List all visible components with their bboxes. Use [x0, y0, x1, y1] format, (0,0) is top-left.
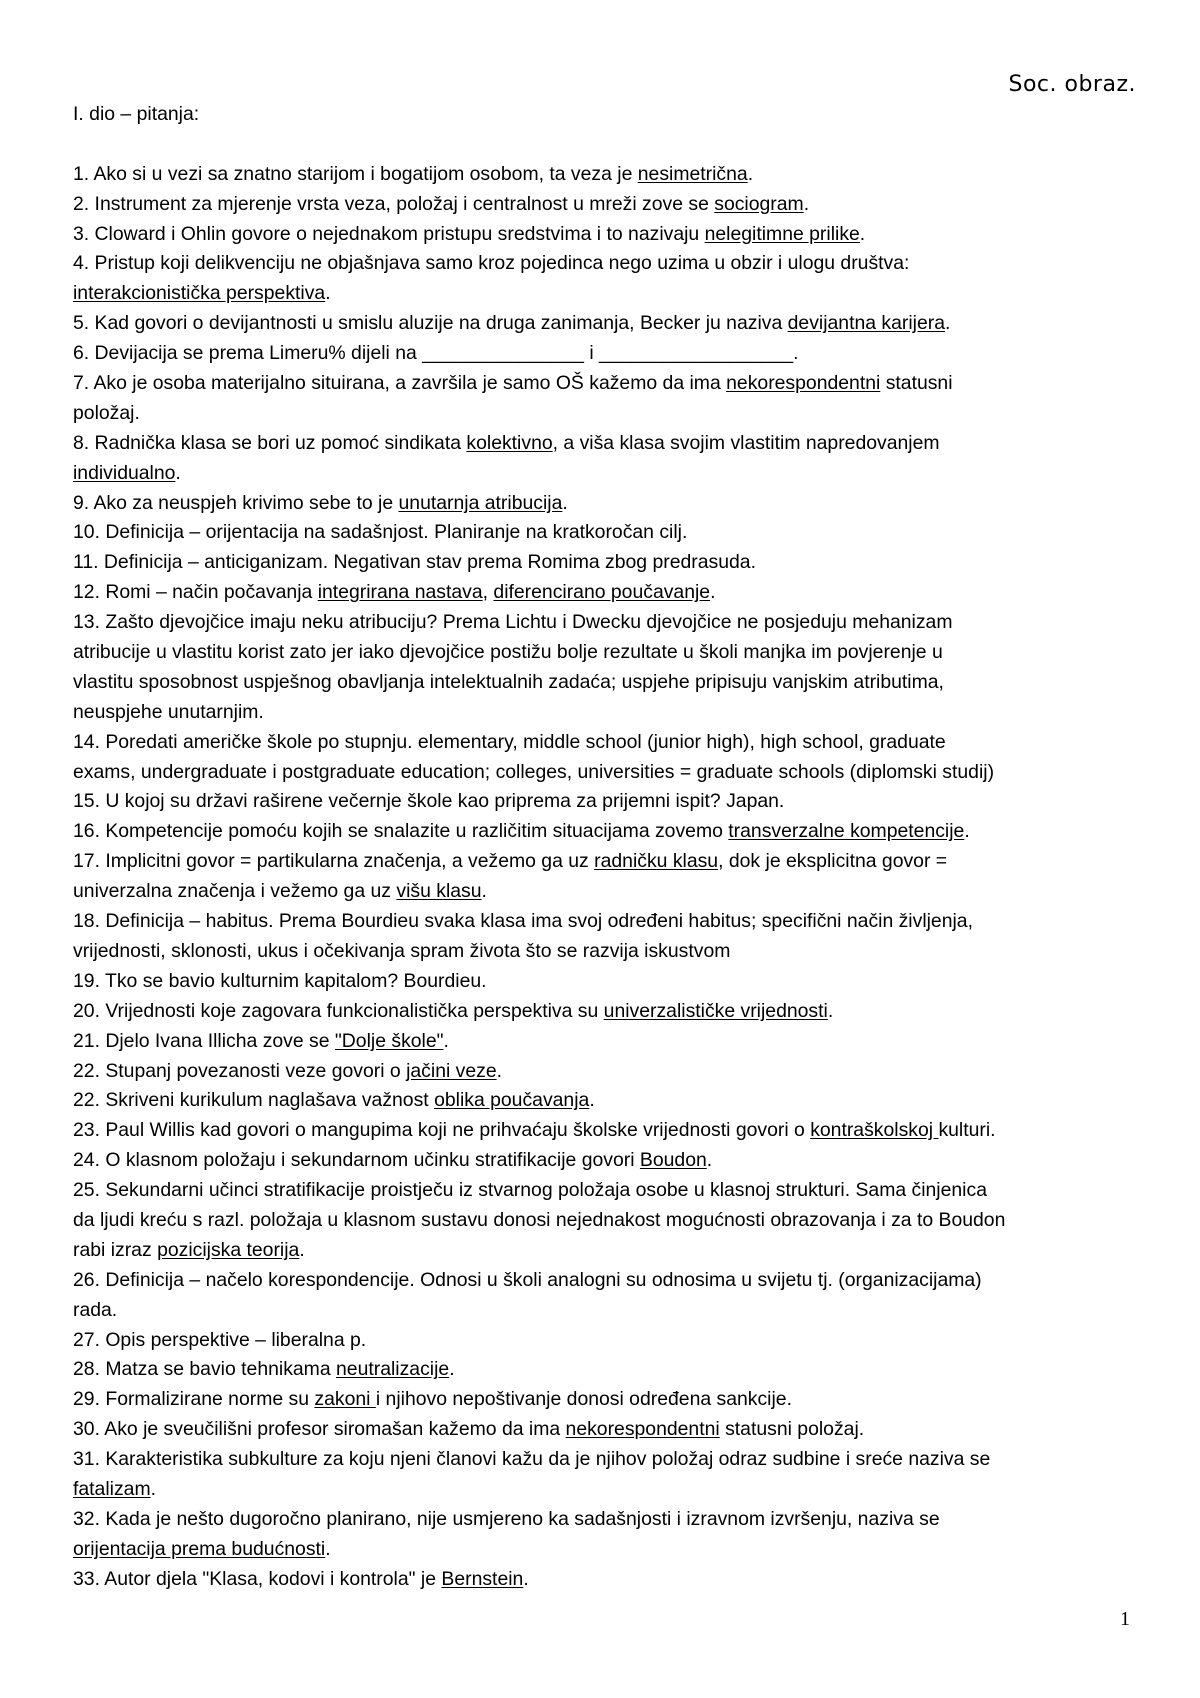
text-segment: .	[589, 1089, 595, 1112]
text-line	[73, 249, 1143, 279]
text-segment: .	[523, 1567, 529, 1590]
text-segment: 13. Zašto djevojčice imaju neku atribuciju? Prema Lichtu i Dwecku djevojčice ne posjeduju mehanizam	[73, 611, 953, 634]
text-segment: 20. Vrijednosti koje zagovara funkcionalistička perspektiva su	[73, 999, 604, 1022]
text-line	[73, 548, 1143, 578]
document-body	[73, 100, 1143, 1595]
text-segment: atribucije u vlastitu korist zato jer iako djevojčice postižu bolje rezultate u školi manjka im povjerenje u	[73, 641, 943, 664]
text-line	[73, 1057, 1143, 1087]
text-segment: 22. Skriveni kurikulum naglašava važnost	[73, 1089, 435, 1112]
text-line	[73, 1027, 1143, 1057]
text-line	[73, 967, 1143, 997]
text-line	[73, 399, 1143, 429]
text-line	[73, 758, 1143, 788]
text-line	[73, 220, 1143, 250]
text-line	[73, 429, 1143, 459]
text-segment: .	[443, 1029, 449, 1052]
text-line	[73, 160, 1143, 190]
underlined-answer: oblika poučavanja	[434, 1089, 590, 1112]
text-segment: 11. Definicija – anticiganizam. Negativan stav prema Romima zbog predrasuda.	[73, 551, 756, 574]
text-segment: 14. Poredati američke škole po stupnju. elementary, middle school (junior high), high school, graduate	[73, 730, 946, 753]
text-line	[73, 668, 1143, 698]
text-line	[73, 1505, 1143, 1535]
text-segment: 27. Opis perspektive – liberalna p.	[73, 1328, 367, 1351]
text-segment: .	[299, 1238, 305, 1261]
text-line	[73, 907, 1143, 937]
section-heading: I. dio – pitanja:	[73, 103, 200, 125]
text-segment: 3. Cloward i Ohlin govore o nejednakom pristupu sredstvima i to nazivaju	[73, 222, 705, 245]
text-segment: 8. Radnička klasa se bori uz pomoć sindikata	[73, 431, 467, 454]
underlined-answer: integrirana nastava	[317, 581, 483, 604]
underlined-answer: kontraškolskoj	[810, 1119, 939, 1142]
text-segment: .	[175, 461, 181, 484]
text-segment: .	[710, 581, 716, 604]
text-segment: 1. Ako si u vezi sa znatno starijom i bogatijom osobom, ta veza je	[73, 162, 638, 185]
text-line	[73, 459, 1143, 489]
underlined-answer: nelegitimne prilike	[704, 222, 860, 245]
text-segment: .	[945, 312, 951, 335]
text-line	[73, 698, 1143, 728]
text-segment: 18. Definicija – habitus. Prema Bourdieu svaka klasa ima svoj određeni habitus; specifični način življenja,	[73, 910, 973, 933]
underlined-answer: individualno	[73, 461, 176, 484]
text-segment: 16. Kompetencije pomoću kojih se snalazite u različitim situacijama zovemo	[73, 820, 729, 843]
text-line	[73, 489, 1143, 519]
text-line	[73, 1385, 1143, 1415]
text-segment: .	[964, 820, 970, 843]
underlined-answer: pozicijska teorija	[157, 1238, 300, 1261]
underlined-answer: zakoni	[314, 1388, 376, 1411]
text-segment: rada.	[73, 1298, 118, 1321]
text-segment: .	[803, 192, 810, 215]
underlined-answer: radničku klasu	[594, 850, 719, 873]
underlined-answer: nesimetrična	[637, 162, 748, 185]
text-segment: 21. Djelo Ivana Illicha zove se	[73, 1029, 335, 1052]
text-line	[73, 847, 1143, 877]
text-segment: , a viša klasa svojim vlastitim napredovanjem	[552, 431, 940, 454]
text-segment: .	[827, 999, 834, 1022]
text-segment: ,	[482, 581, 494, 604]
text-line	[73, 638, 1143, 668]
text-segment: .	[449, 1358, 455, 1381]
underlined-answer: neutralizacije	[336, 1358, 450, 1381]
text-line	[73, 369, 1143, 399]
text-segment: 4. Pristup koji delikvenciju ne objašnjava samo kroz pojedinca nego uzima u obzir i ulogu društva:	[73, 252, 910, 275]
text-line	[73, 1415, 1143, 1445]
text-line	[73, 1176, 1143, 1206]
text-line	[73, 937, 1143, 967]
text-segment: 29. Formalizirane norme su	[73, 1388, 315, 1411]
text-segment: univerzalna značenja i vežemo ga uz	[73, 880, 397, 903]
text-line	[73, 1266, 1143, 1296]
text-segment: .	[706, 1149, 713, 1172]
text-segment: 15. U kojoj su državi raširene večernje škole kao priprema za prijemni ispit? Japan.	[73, 790, 785, 813]
text-segment: .	[150, 1477, 156, 1500]
underlined-answer: interakcionistička perspektiva	[73, 282, 326, 305]
text-line	[73, 1236, 1143, 1266]
text-segment: 7. Ako je osoba materijalno situirana, a završila je samo OŠ kažemo da ima	[73, 372, 727, 395]
text-segment: 22. Stupanj povezanosti veze govori o	[73, 1059, 407, 1082]
text-segment: 33. Autor djela "Klasa, kodovi i kontrola" je	[73, 1567, 442, 1590]
text-line	[73, 728, 1143, 758]
text-line	[73, 1355, 1143, 1385]
text-segment: 25. Sekundarni učinci stratifikacije proistječu iz stvarnog položaja osobe u klasnoj strukturi. Sama činjenica	[73, 1179, 987, 1202]
text-segment: 19. Tko se bavio kulturnim kapitalom? Bourdieu.	[73, 969, 487, 992]
underlined-answer: univerzalističke vrijednosti	[603, 999, 828, 1022]
page-number: 1	[1120, 1608, 1130, 1630]
text-segment: 23. Paul Willis kad govori o mangupima koji ne prihvaćaju školske vrijednosti govori o	[73, 1119, 811, 1142]
text-segment: 24. O klasnom položaju i sekundarnom učinku stratifikacije govori	[73, 1149, 640, 1172]
underlined-answer: Boudon	[639, 1149, 707, 1172]
underlined-answer: orijentacija prema budućnosti	[73, 1537, 326, 1560]
text-line	[73, 1206, 1143, 1236]
text-segment: .	[325, 282, 331, 305]
text-segment: .	[859, 222, 866, 245]
underlined-answer: Bernstein	[441, 1567, 524, 1590]
text-segment: vlastitu sposobnost uspješnog obavljanja intelektualnih zadaća; uspjehe pripisuju vanjskim atributima,	[73, 670, 944, 693]
text-line	[73, 877, 1143, 907]
course-label: Soc. obraz.	[1008, 72, 1136, 97]
text-segment: .	[325, 1537, 331, 1560]
text-segment: 17. Implicitni govor = partikularna značenja, a vežemo ga uz	[73, 850, 595, 873]
text-segment: 26. Definicija – načelo korespondencije. Odnosi u školi analogni su odnosima u svijetu tj. (organizacijama)	[73, 1268, 982, 1291]
text-segment: 30. Ako je sveučilišni profesor siromašan kažemo da ima	[73, 1418, 566, 1441]
text-segment: .	[562, 491, 568, 514]
underlined-answer: nekorespondentni	[726, 372, 881, 395]
underlined-answer: sociogram	[714, 192, 804, 215]
text-line	[73, 787, 1143, 817]
text-segment: 12. Romi – način počavanja	[73, 581, 318, 604]
text-line	[73, 997, 1143, 1027]
text-segment: .	[496, 1059, 503, 1082]
text-segment: i njihovo nepoštivanje donosi određena sankcije.	[375, 1388, 792, 1411]
text-line	[73, 1296, 1143, 1326]
text-segment: , dok je eksplicitna govor =	[718, 850, 948, 873]
text-segment: 2. Instrument za mjerenje vrsta veza, položaj i centralnost u mreži zove se	[73, 192, 715, 215]
underlined-answer: transverzalne kompetencije	[728, 820, 965, 843]
underlined-answer: jačini veze	[406, 1059, 497, 1082]
text-line	[73, 1535, 1143, 1565]
text-line	[73, 1326, 1143, 1356]
text-segment: da ljudi kreću s razl. položaja u klasnom sustavu donosi nejednakost mogućnosti obrazovanja i za to Boudon	[73, 1208, 1006, 1231]
text-line	[73, 1475, 1143, 1505]
text-line	[73, 518, 1143, 548]
text-segment: exams, undergraduate i postgraduate education; colleges, universities = graduate schools (diplomski studij)	[73, 760, 995, 783]
text-segment: kulturi.	[938, 1119, 996, 1142]
text-line	[73, 578, 1143, 608]
text-line	[73, 1116, 1143, 1146]
text-line	[73, 1146, 1143, 1176]
text-line	[73, 817, 1143, 847]
text-segment: .	[481, 880, 487, 903]
underlined-answer: unutarnja atribucija	[398, 491, 563, 514]
text-line	[73, 1565, 1143, 1595]
text-segment: 31. Karakteristika subkulture za koju njeni članovi kažu da je njihov položaj odraz sudbine i sreće naziva se	[73, 1448, 991, 1471]
underlined-answer: "Dolje škole"	[334, 1029, 444, 1052]
underlined-answer: nekorespondentni	[565, 1418, 720, 1441]
text-line	[73, 190, 1143, 220]
underlined-answer: fatalizam	[73, 1477, 151, 1500]
question-list	[73, 160, 1143, 1595]
text-line	[73, 1445, 1143, 1475]
text-segment: 32. Kada je nešto dugoročno planirano, nije usmjereno ka sadašnjosti i izravnom izvršenju, naziva se	[73, 1507, 940, 1530]
underlined-answer: višu klasu	[396, 880, 482, 903]
underlined-answer: diferencirano poučavanje	[493, 581, 711, 604]
text-line	[73, 1086, 1143, 1116]
text-segment: 9. Ako za neuspjeh krivimo sebe to je	[73, 491, 399, 514]
text-line	[73, 339, 1143, 369]
spacer	[73, 130, 1143, 160]
underlined-answer: kolektivno	[466, 431, 553, 454]
text-segment: neuspjehe unutarnjim.	[73, 700, 264, 723]
text-segment: 5. Kad govori o devijantnosti u smislu aluzije na druga zanimanja, Becker ju naziva	[73, 312, 788, 335]
text-line	[73, 608, 1143, 638]
text-segment: statusni	[880, 372, 953, 395]
text-segment: 28. Matza se bavio tehnikama	[73, 1358, 336, 1381]
text-segment: rabi izraz	[73, 1238, 158, 1261]
text-segment: 6. Devijacija se prema Limeru% dijeli na _______________ i __________________.	[73, 342, 799, 365]
text-segment: vrijednosti, sklonosti, ukus i očekivanja spram života što se razvija iskustvom	[73, 939, 731, 962]
text-segment: statusni položaj.	[719, 1418, 865, 1441]
text-line	[73, 279, 1143, 309]
text-segment: 10. Definicija – orijentacija na sadašnjost. Planiranje na kratkoročan cilj.	[73, 521, 688, 544]
underlined-answer: devijantna karijera	[787, 312, 945, 335]
text-segment: .	[747, 162, 754, 185]
text-line	[73, 309, 1143, 339]
text-segment: položaj.	[73, 401, 140, 424]
